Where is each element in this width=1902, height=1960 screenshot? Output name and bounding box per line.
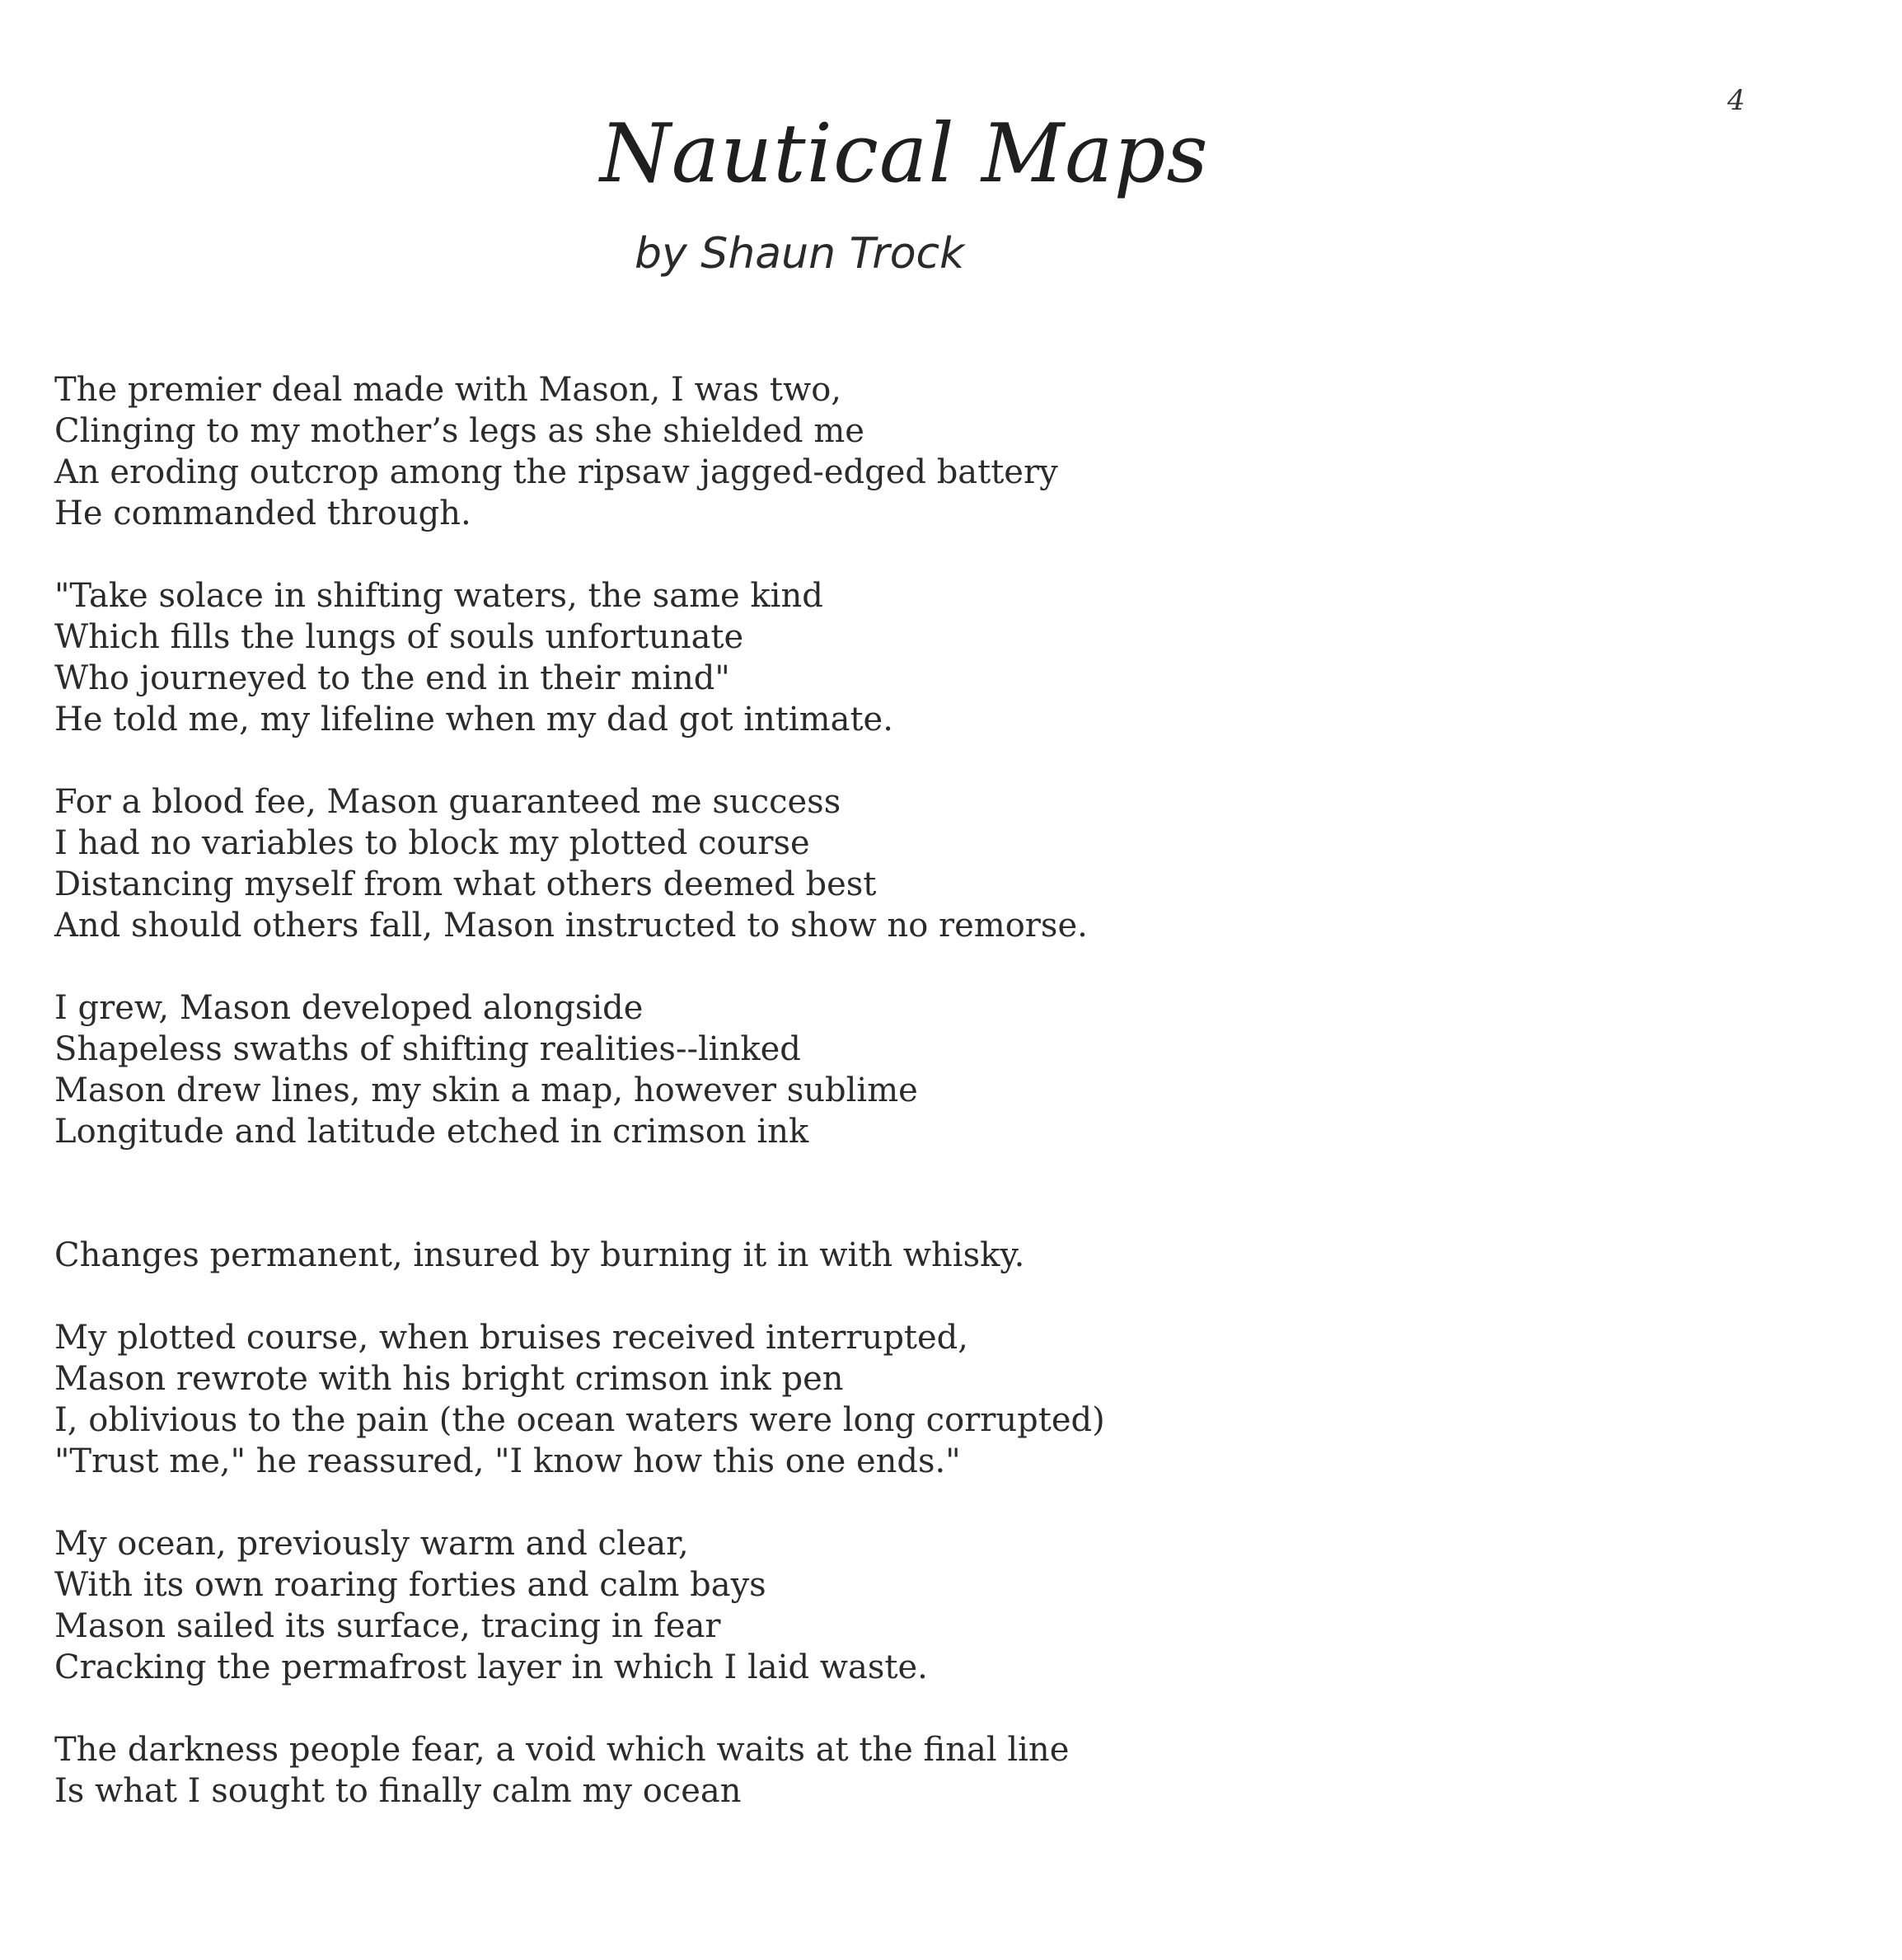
poem-line: Is what I sought to finally calm my ocean	[54, 1772, 742, 1810]
poem-line: My plotted course, when bruises received interrupted,	[54, 1319, 968, 1357]
poem-line: I had no variables to block my plotted course	[54, 824, 810, 862]
poem-line: Mason drew lines, my skin a map, however sublime	[54, 1071, 918, 1109]
stanza-4	[54, 987, 1291, 1152]
poem-line: Mason sailed its surface, tracing in fear	[54, 1607, 721, 1645]
poem-line: "Take solace in shifting waters, the same kind	[54, 577, 823, 615]
poem-line: Clinging to my mother’s legs as she shielded me	[54, 412, 864, 450]
poem-line: Who journeyed to the end in their mind"	[54, 659, 730, 697]
poem-line: "Trust me," he reassured, "I know how this one ends."	[54, 1442, 961, 1480]
stanza-8	[54, 1729, 1291, 1812]
page-number: 4	[1727, 84, 1745, 117]
stanza-1	[54, 369, 1291, 534]
poem-line: He told me, my lifeline when my dad got intimate.	[54, 701, 893, 739]
poem-line: Which fills the lungs of souls unfortunate	[54, 618, 744, 656]
poem-title: Nautical Maps	[600, 107, 1209, 201]
poem-line: My ocean, previously warm and clear,	[54, 1525, 689, 1563]
poem-line: For a blood fee, Mason guaranteed me success	[54, 783, 841, 821]
poem-line: He commanded through.	[54, 495, 471, 532]
poem-line: An eroding outcrop among the ripsaw jagged-edged battery	[54, 453, 1058, 491]
stanza-3	[54, 781, 1291, 946]
poem-byline: by Shaun Trock	[635, 229, 965, 279]
poem-line: Changes permanent, insured by burning it in with whisky.	[54, 1236, 1025, 1274]
poem-line: Distancing myself from what others deemed best	[54, 865, 877, 903]
poem-line: With its own roaring forties and calm bays	[54, 1566, 766, 1604]
poem-line: Cracking the permafrost layer in which I laid waste.	[54, 1648, 928, 1686]
poem-line: Longitude and latitude etched in crimson ink	[54, 1113, 809, 1151]
stanza-6	[54, 1317, 1291, 1482]
poem-line: And should others fall, Mason instructed to show no remorse.	[54, 907, 1088, 945]
poem-line: I grew, Mason developed alongside	[54, 989, 644, 1027]
poem-line: Shapeless swaths of shifting realities--linked	[54, 1030, 801, 1068]
stanza-5	[54, 1235, 1291, 1276]
poem-line: I, oblivious to the pain (the ocean waters were long corrupted)	[54, 1401, 1105, 1439]
stanza-7	[54, 1523, 1291, 1688]
stanza-2	[54, 575, 1291, 740]
poem-line: The darkness people fear, a void which waits at the final line	[54, 1731, 1070, 1769]
poem-body	[54, 369, 1291, 1853]
poem-line: The premier deal made with Mason, I was two,	[54, 371, 841, 409]
poem-line: Mason rewrote with his bright crimson ink pen	[54, 1360, 844, 1398]
